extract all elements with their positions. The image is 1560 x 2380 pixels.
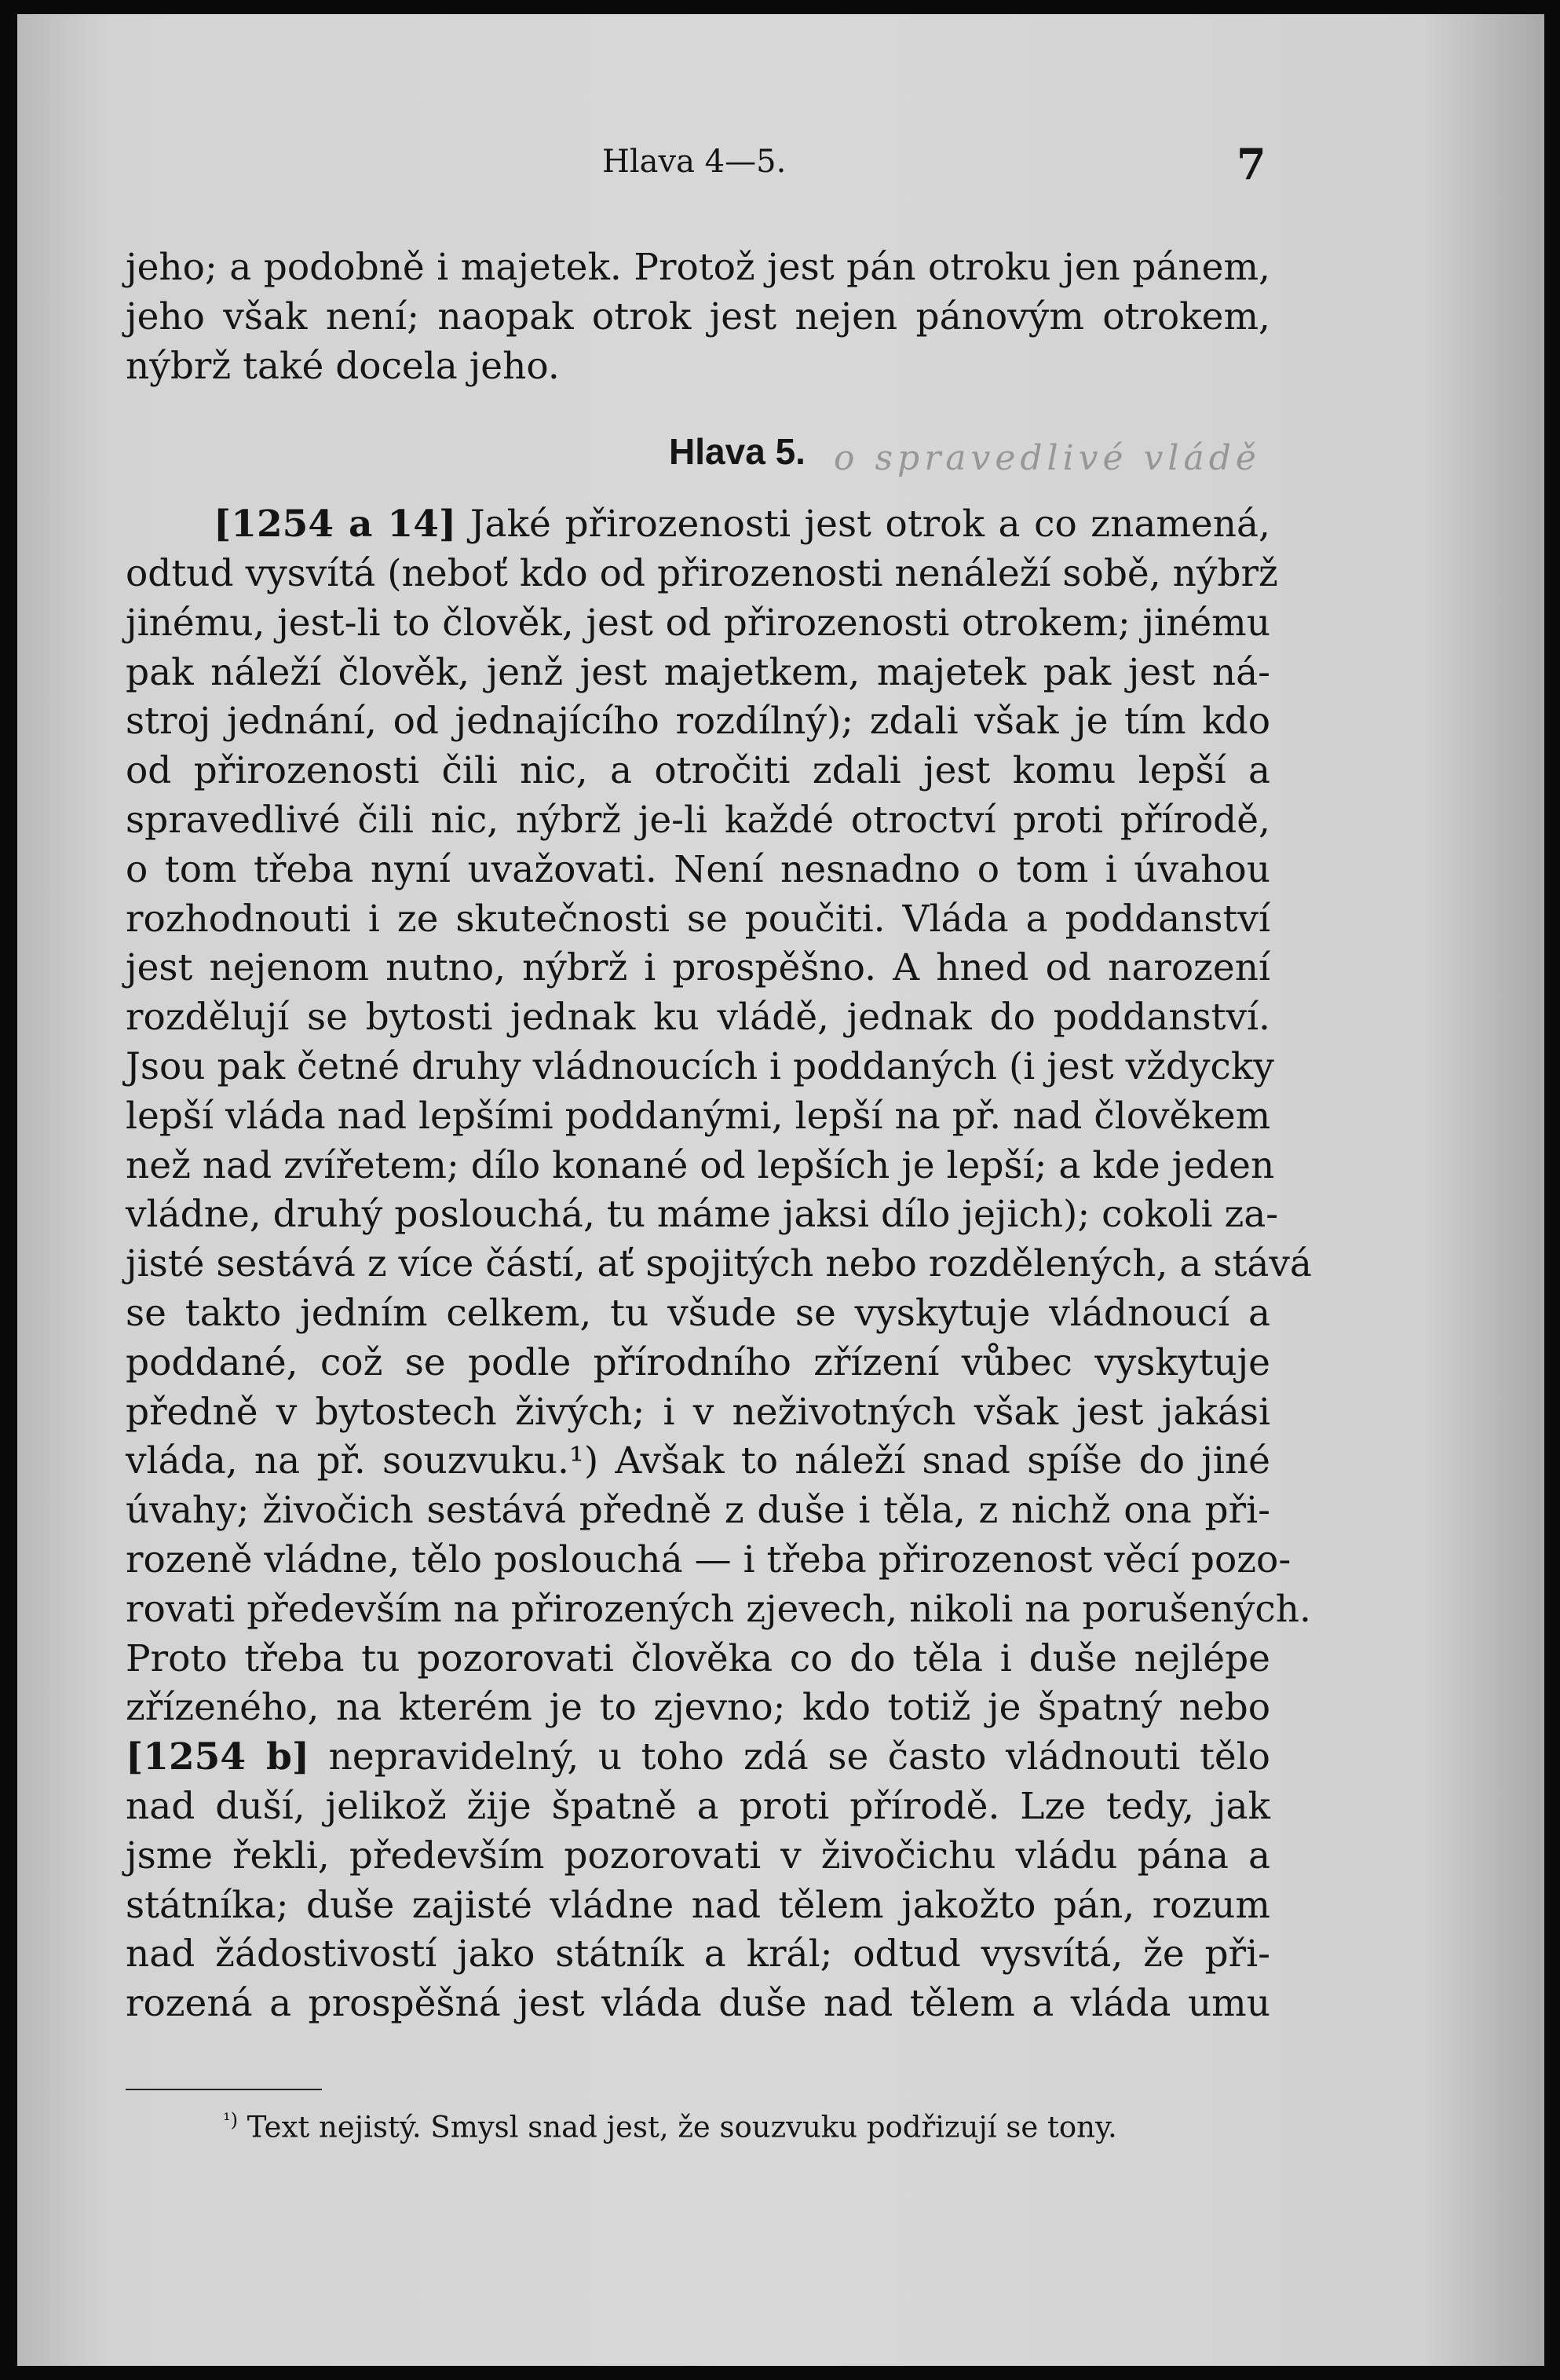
body-line: zřízeného, na kterém je to zjevno; kdo totiž je špatný nebo xyxy=(126,1686,1270,1730)
footnote-divider xyxy=(126,2089,322,2090)
body-line: rozená a prospěšná jest vláda duše nad tělem a vláda umu xyxy=(126,1982,1270,2026)
bekker-marker: [1254 a 14] xyxy=(214,503,457,547)
body-line: jsme řekli, především pozorovati v živočichu vládu pána a xyxy=(126,1833,1270,1877)
book-page xyxy=(17,14,1544,2366)
body-line: rozhodnouti i ze skutečnosti se poučiti. Vláda a poddanství xyxy=(126,897,1270,941)
body-line: lepší vláda nad lepšími poddanými, lepší na př. nad člověkem xyxy=(126,1094,1271,1138)
page-number: 7 xyxy=(1237,139,1266,189)
body-line: vládne, druhý poslouchá, tu máme jaksi dílo jejich); cokoli za- xyxy=(126,1193,1279,1237)
body-line: jeho; a podobně i majetek. Protož jest pán otroku jen pánem, xyxy=(126,246,1270,289)
body-line: rozeně vládne, tělo poslouchá — i třeba přirozenost věcí pozo- xyxy=(126,1537,1291,1581)
body-line: nýbrž také docela jeho. xyxy=(126,344,560,388)
body-line: Jsou pak četné druhy vládnoucích i poddaných (i jest vždycky xyxy=(126,1044,1274,1088)
body-line: rovati především na přirozených zjevech, nikoli na porušených. xyxy=(126,1587,1311,1631)
bekker-marker: [1254 b] xyxy=(126,1735,310,1779)
body-line: o tom třeba nyní uvažovati. Není nesnadno o tom i úvahou xyxy=(126,847,1270,891)
footnote-mark: ¹) xyxy=(223,2109,238,2131)
body-line: vláda, na př. souzvuku.¹) Avšak to náleží snad spíše do jiné xyxy=(126,1439,1270,1483)
handwritten-margin-annotation: o spravedlivé vládě xyxy=(834,438,1261,478)
paragraph-marked-line xyxy=(126,1733,1270,1782)
body-line: Proto třeba tu pozorovati člověka co do těla i duše nejlépe xyxy=(126,1636,1270,1680)
body-line: než nad zvířetem; dílo konané od lepších je lepší; a kde jeden xyxy=(126,1143,1275,1187)
footnote xyxy=(223,2109,1117,2144)
body-line: státníka; duše zajisté vládne nad tělem jakožto pán, rozum xyxy=(126,1883,1270,1927)
running-header xyxy=(17,139,1544,199)
paragraph-first-line xyxy=(126,500,1270,550)
body-line: pak náleží člověk, jenž jest majetkem, majetek pak jest ná- xyxy=(126,650,1270,694)
body-text: Jaké přirozenosti jest otrok a co znamená, xyxy=(469,503,1270,547)
body-line: jeho však není; naopak otrok jest nejen pánovým otrokem, xyxy=(126,294,1270,338)
body-line: odtud vysvítá (neboť kdo od přirozenosti nenáleží sobě, nýbrž xyxy=(126,551,1278,595)
body-line: stroj jednání, od jednajícího rozdílný); zdali však je tím kdo xyxy=(126,700,1270,744)
body-line: úvahy; živočich sestává předně z duše i těla, z nichž ona při- xyxy=(126,1489,1270,1533)
body-line: rozdělují se bytosti jednak ku vládě, jednak do poddanství. xyxy=(126,996,1270,1040)
body-text: nepravidelný, u toho zdá se často vládnouti tělo xyxy=(328,1735,1270,1779)
body-line: nad žádostivostí jako státník a král; odtud vysvítá, že při- xyxy=(126,1932,1270,1976)
body-line: od přirozenosti čili nic, a otročiti zdali jest komu lepší a xyxy=(126,749,1270,793)
section-heading: Hlava 5. xyxy=(669,431,806,473)
body-line: předně v bytostech živých; i v neživotných však jest jakási xyxy=(126,1390,1270,1434)
body-line: nad duší, jelikož žije špatně a proti přírodě. Lze tedy, jak xyxy=(126,1784,1270,1828)
page-body xyxy=(126,243,1312,2029)
body-line: poddané, což se podle přírodního zřízení vůbec vyskytuje xyxy=(126,1340,1270,1384)
body-line: jinému, jest-li to člověk, jest od přirozenosti otrokem; jinému xyxy=(126,601,1270,645)
footnote-text: Text nejistý. Smysl snad jest, že souzvuku podřizují se tony. xyxy=(247,2110,1117,2144)
body-line: jisté sestává z více částí, ať spojitých nebo rozdělených, a stává xyxy=(126,1242,1312,1286)
running-title: Hlava 4—5. xyxy=(602,144,787,180)
body-line: jest nejenom nutno, nýbrž i prospěšno. A hned od narození xyxy=(126,946,1270,990)
body-line: spravedlivé čili nic, nýbrž je-li každé otroctví proti přírodě, xyxy=(126,798,1270,842)
body-line: se takto jedním celkem, tu všude se vyskytuje vládnoucí a xyxy=(126,1291,1270,1335)
